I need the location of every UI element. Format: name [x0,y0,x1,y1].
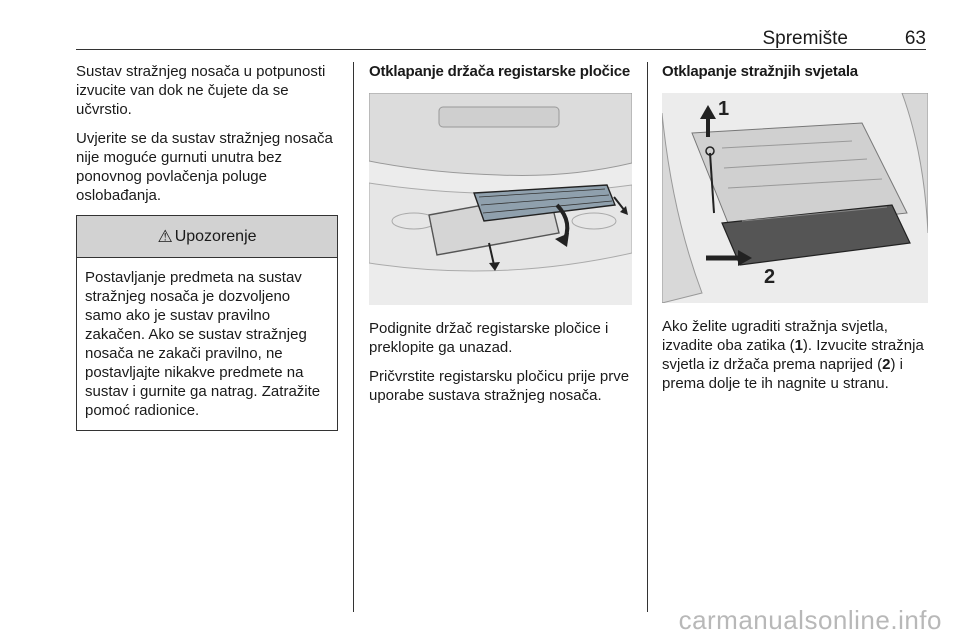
rear-lights-illustration [662,93,928,303]
page-header [76,24,926,50]
column-3 [662,62,928,403]
column-divider [353,62,354,612]
warning-triangle-icon: ⚠ [157,227,173,246]
section-title: Spremište [762,28,848,49]
warning-box [76,215,338,431]
watermark: carmanualsonline.info [678,605,942,635]
warning-text: Postavljanje predmeta na sustav stražnjeg nosača je dozvoljeno samo ako je sustav pravilno zakačen. Ako se sustav stražnjeg nosača ne zakači pravilno, ne postavljajte nikakve predmete na sustav i gurnite ga natrag. Zatražite pomoć radionice. [85,269,321,419]
paragraph: Ako želite ugraditi stražnja svjetla, izvadite oba zatika (1). Izvucite stražnja svjetla iz držača prema naprijed (2) i prema dolje te ih nagnite u stranu. [662,318,924,392]
page-number: 63 [904,28,926,49]
figure-label-1: 1 [718,98,730,120]
column-divider [647,62,648,612]
warning-header [77,216,337,258]
warning-title: Upozorenje [174,228,257,245]
reference-number: 1 [794,337,803,354]
reference-number: 2 [882,356,891,373]
section-heading: Otklapanje držača registarske pločice [369,63,631,80]
paragraph: Podignite držač registarske pločice i preklopite ga unazad. [369,320,609,356]
figure-label-2: 2 [764,266,776,288]
paragraph: Uvjerite se da sustav stražnjeg nosača nije moguće gurnuti unutra bez ponovnog povlačenja poluge oslobađanja. [76,130,333,204]
license-plate-holder-illustration [369,93,632,305]
column-1 [76,62,338,431]
paragraph: Sustav stražnjeg nosača u potpunosti izvucite van dok ne čujete da se učvrstio. [76,63,326,118]
paragraph: Pričvrstite registarsku pločicu prije prve uporabe sustava stražnjeg nosača. [369,368,630,404]
section-heading: Otklapanje stražnjih svjetala [662,63,858,80]
column-2 [369,62,632,415]
